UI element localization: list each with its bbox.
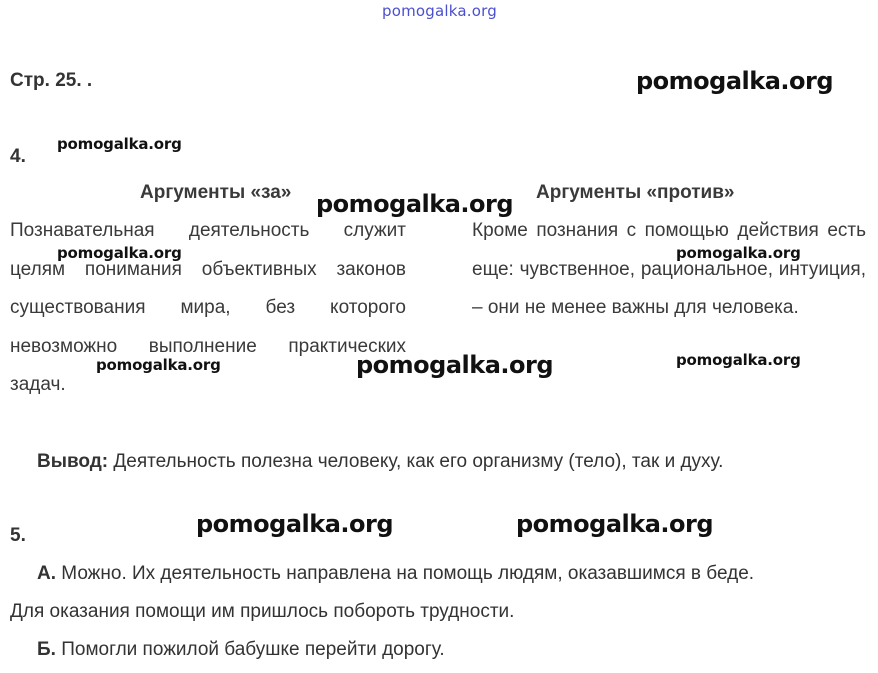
for-heading: Аргументы «за» (140, 182, 292, 203)
task-5-number: 5. (10, 525, 26, 546)
for-text: Познавательная деятельность служит целям понимания объективных законов существования мира, без которого невозможно выполнение практических задач. (10, 220, 406, 395)
answer-a-line-2: Для оказания помощи им пришлось побороть трудности. (10, 601, 515, 622)
watermark: pomogalka.org (356, 351, 554, 379)
page-reference: Стр. 25. . (10, 70, 93, 91)
conclusion-label: Вывод: (37, 451, 109, 472)
conclusion (37, 451, 723, 473)
answer-b-text: Помогли пожилой бабушке перейти дорогу. (55, 639, 445, 660)
task-4-number: 4. (10, 146, 26, 167)
watermark: pomogalka.org (96, 356, 221, 374)
watermark: pomogalka.org (57, 135, 182, 153)
watermark: pomogalka.org (316, 190, 514, 218)
answer-a-line-1 (37, 563, 754, 585)
top-watermark: pomogalka.org (382, 2, 497, 20)
watermark: pomogalka.org (676, 244, 801, 262)
watermark: pomogalka.org (636, 67, 834, 95)
conclusion-text: Деятельность полезна человеку, как его организму (тело), так и духу. (108, 451, 724, 472)
answer-a-label: А. (37, 563, 56, 584)
against-text: Кроме познания с помощью действия есть еще: чувственное, рациональное, интуиция, – они не менее важны для человека. (472, 220, 866, 318)
watermark: pomogalka.org (516, 510, 714, 538)
watermark: pomogalka.org (196, 510, 394, 538)
watermark: pomogalka.org (57, 244, 182, 262)
answer-b (37, 639, 445, 661)
answer-b-label: Б. (37, 639, 56, 660)
watermark: pomogalka.org (676, 351, 801, 369)
against-heading: Аргументы «против» (536, 182, 735, 203)
answer-a-text: Можно. Их деятельность направлена на помощь людям, оказавшимся в беде. (56, 563, 755, 584)
